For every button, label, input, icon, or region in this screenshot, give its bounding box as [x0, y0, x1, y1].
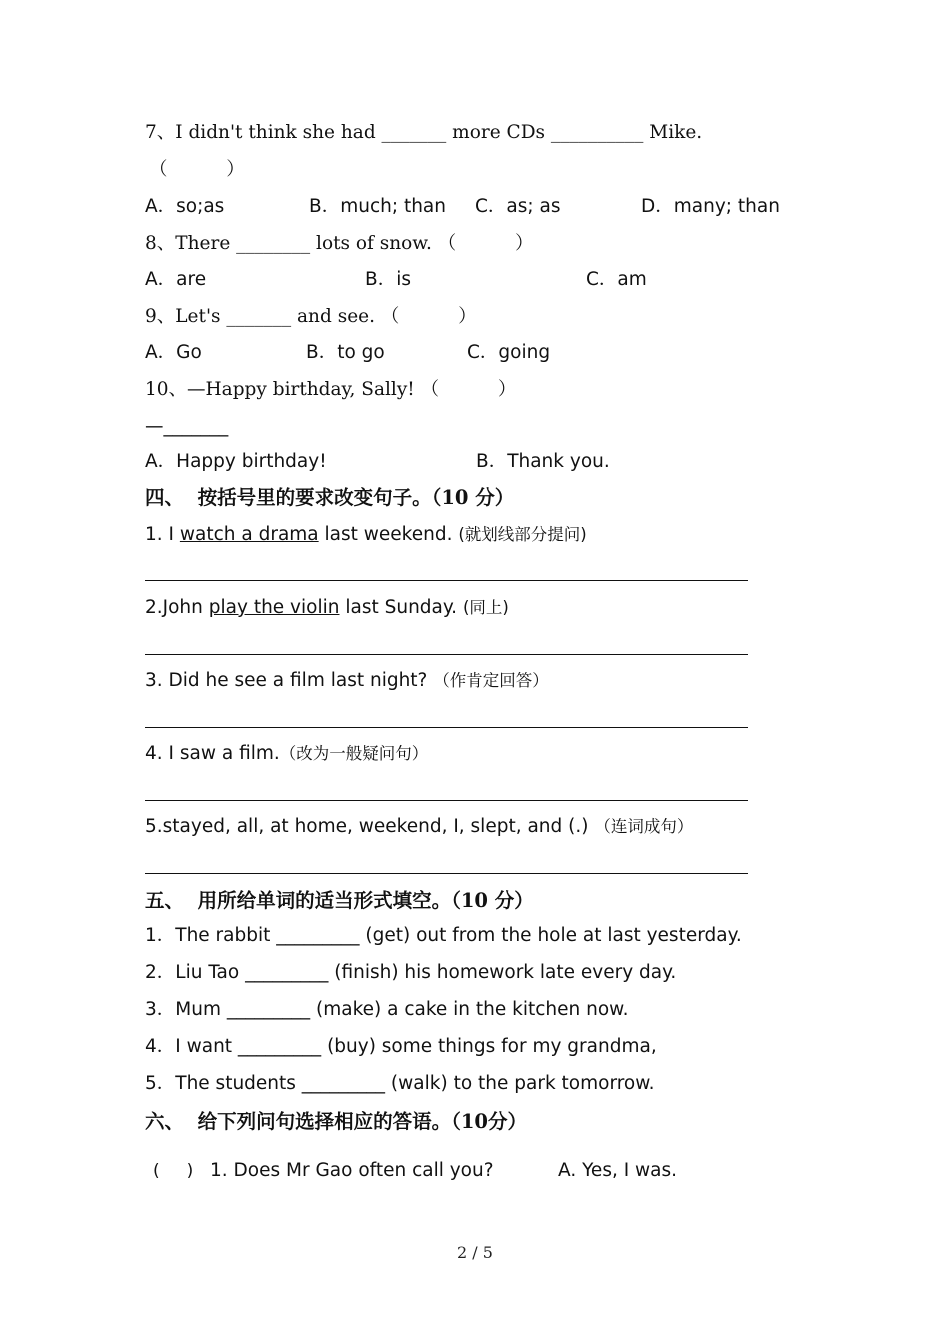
q7-option-b: B．much; than: [309, 196, 446, 217]
q8-option-b: B．is: [365, 269, 411, 290]
q8-option-a: A．are: [145, 269, 207, 290]
q9-option-c: C．going: [467, 342, 551, 363]
answer-line-2[interactable]: [145, 654, 748, 655]
answer-line-5[interactable]: [145, 873, 748, 874]
section-4-item-2: 2.John play the violin last Sunday. (同上): [145, 597, 509, 618]
q10-option-a: A．Happy birthday!: [145, 451, 327, 472]
q9-option-a: A．Go: [145, 342, 202, 363]
q7-option-d: D．many; than: [641, 196, 780, 217]
section-6-title: 六、 给下列问句选择相应的答语。（10分）: [145, 1110, 527, 1133]
q10-option-b: B．Thank you.: [476, 451, 610, 472]
answer-line-4[interactable]: [145, 800, 748, 801]
underlined-phrase: play the violin: [208, 597, 340, 618]
question-8-text: 8、There ________ lots of snow. （ ）: [145, 233, 534, 254]
section-4-item-1: 1. I watch a drama last weekend. (就划线部分提问): [145, 524, 587, 545]
q7-option-a: A．so;as: [145, 196, 225, 217]
section-4-title: 四、 按括号里的要求改变句子。（10 分）: [145, 486, 515, 509]
section-4-item-3: 3. Did he see a film last night? （作肯定回答）: [145, 670, 549, 691]
section-6-q1-answer: A. Yes, I was.: [558, 1160, 678, 1181]
section-4-item-5: 5.stayed, all, at home, weekend, I, slept, and (.) （连词成句）: [145, 816, 694, 837]
page-number: 2 / 5: [457, 1243, 493, 1262]
section-5-title: 五、 用所给单词的适当形式填空。（10 分）: [145, 889, 534, 912]
q9-option-b: B．to go: [306, 342, 385, 363]
question-10-reply-blank: —_______: [145, 416, 229, 437]
section-5-item-5: 5．The students _________ (walk) to the park tomorrow.: [145, 1073, 655, 1094]
section-5-item-2: 2．Liu Tao _________ (finish) his homework late every day.: [145, 962, 677, 983]
question-9-text: 9、Let's _______ and see. （ ）: [145, 306, 477, 327]
section-6-q1-paren: ( ): [153, 1161, 194, 1181]
question-7-answer-paren: （ ）: [149, 159, 245, 180]
underlined-phrase: watch a drama: [179, 524, 319, 545]
answer-line-1[interactable]: [145, 580, 748, 581]
section-6-q1-text: 1. Does Mr Gao often call you?: [210, 1160, 494, 1181]
section-5-item-3: 3．Mum _________ (make) a cake in the kitchen now.: [145, 999, 629, 1020]
question-10-text: 10、—Happy birthday, Sally! （ ）: [145, 379, 517, 400]
question-7-text: 7、I didn't think she had _______ more CDs __________ Mike.: [145, 122, 703, 143]
section-4-item-4: 4. I saw a film.（改为一般疑问句）: [145, 743, 429, 764]
section-5-item-4: 4．I want _________ (buy) some things for my grandma,: [145, 1036, 657, 1057]
section-5-item-1: 1．The rabbit _________ (get) out from the hole at last yesterday.: [145, 925, 742, 946]
q8-option-c: C．am: [586, 269, 647, 290]
answer-line-3[interactable]: [145, 727, 748, 728]
q7-option-c: C．as; as: [475, 196, 561, 217]
